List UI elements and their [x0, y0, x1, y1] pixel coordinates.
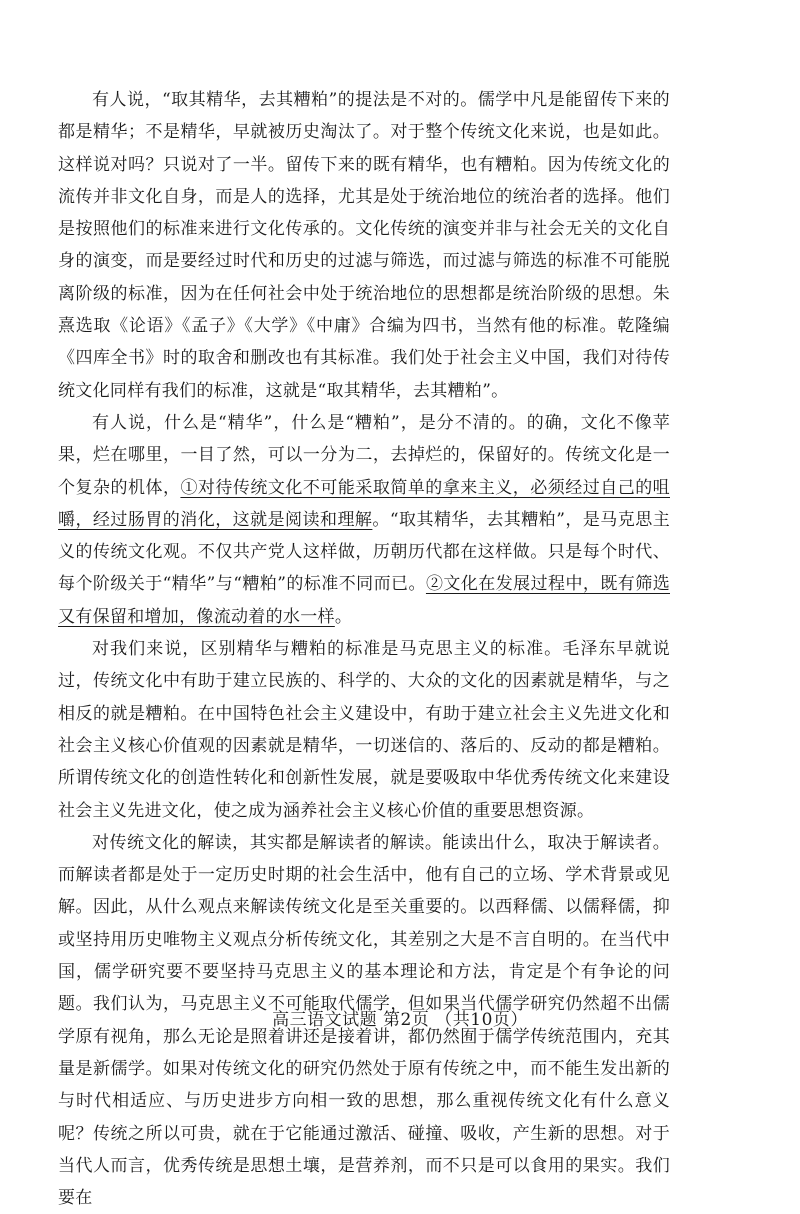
article-body	[58, 84, 670, 1214]
footer-title: 高三语文试题	[272, 1010, 378, 1030]
underlined-sentence-2: ②文化在发展过程中，既有筛选又有保留和增加，像流动着的水一样	[58, 574, 670, 627]
paragraph-4: 对传统文化的解读，其实都是解读者的解读。能读出什么，取决于解读者。而解读者都是处于一定历史时期的社会生活中，他有自己的立场、学术背景或见解。因此，从什么观点来解读传统文化是至关重要的。以西释儒、以儒释儒，抑或坚持用历史唯物主义观点分析传统文化，其差别之大是不言自明的。在当代中国，儒学研究要不要坚持马克思主义的基本理论和方法，肯定是个有争论的问题。我们认为，马克思主义不可能取代儒学，但如果当代儒学研究仍然超不出儒学原有视角，那么无论是照着讲还是接着讲，都仍然囿于儒学传统范围内，充其量是新儒学。如果对传统文化的研究仍然处于原有传统之中，而不能生发出新的与时代相适应、与历史进步方向相一致的思想，那么重视传统文化有什么意义呢？传统之所以可贵，就在于它能通过激活、碰撞、吸收，产生新的思想。对于当代人而言，优秀传统是思想土壤，是营养剂，而不只是可以食用的果实。我们要在	[58, 832, 670, 1209]
footer-page-number: 第2页	[383, 1010, 430, 1030]
footer-total-pages: （共10页）	[435, 1010, 528, 1030]
page-footer	[0, 1005, 800, 1030]
paragraph-3: 对我们来说，区别精华与糟粕的标准是马克思主义的标准。毛泽东早就说过，传统文化中有助于建立民族的、科学的、大众的文化的因素就是精华，与之相反的就是糟粕。在中国特色社会主义建设中，有助于建立社会主义先进文化和社会主义核心价值观的因素就是精华，一切迷信的、落后的、反动的都是糟粕。所谓传统文化的创造性转化和创新性发展，就是要吸取中华优秀传统文化来建设社会主义先进文化，使之成为涵养社会主义核心价值的重要思想资源。	[58, 639, 670, 821]
paragraph-2	[58, 407, 670, 633]
paragraph-2-text-c: 。	[334, 606, 353, 627]
paragraph-2-text-b: 。“取其精华，去其糟粕”，是马克思主义的传统文化观。不仅共产党人这样做，历朝历代都在这样做。只是每个时代、每个阶级关于“精华”与“糟粕”的标准不同而已。	[58, 509, 670, 595]
paragraph-2-text-a: 有人说，什么是“精华”，什么是“糟粕”，是分不清的。的确，文化不像苹果，烂在哪里，一目了然，可以一分为二，去掉烂的，保留好的。传统文化是一个复杂的机体，	[58, 412, 670, 498]
underlined-sentence-1: ①对待传统文化不可能采取简单的拿来主义，必须经过自己的咀嚼，经过肠胃的消化，这就是阅读和理解	[58, 477, 670, 530]
paragraph-1: 有人说，“取其精华，去其糟粕”的提法是不对的。儒学中凡是能留传下来的都是精华；不是精华，早就被历史淘汰了。对于整个传统文化来说，也是如此。这样说对吗？只说对了一半。留传下来的既有精华，也有糟粕。因为传统文化的流传并非文化自身，而是人的选择，尤其是处于统治地位的统治者的选择。他们是按照他们的标准来进行文化传承的。文化传统的演变并非与社会无关的文化自身的演变，而是要经过时代和历史的过滤与筛选，而过滤与筛选的标准不可能脱离阶级的标准，因为在任何社会中处于统治地位的思想都是统治阶级的思想。朱熹选取《论语》《孟子》《大学》《中庸》合编为四书，当然有他的标准。乾隆编《四库全书》时的取舍和删改也有其标准。我们处于社会主义中国，我们对待传统文化同样有我们的标准，这就是“取其精华，去其糟粕”。	[58, 90, 670, 401]
